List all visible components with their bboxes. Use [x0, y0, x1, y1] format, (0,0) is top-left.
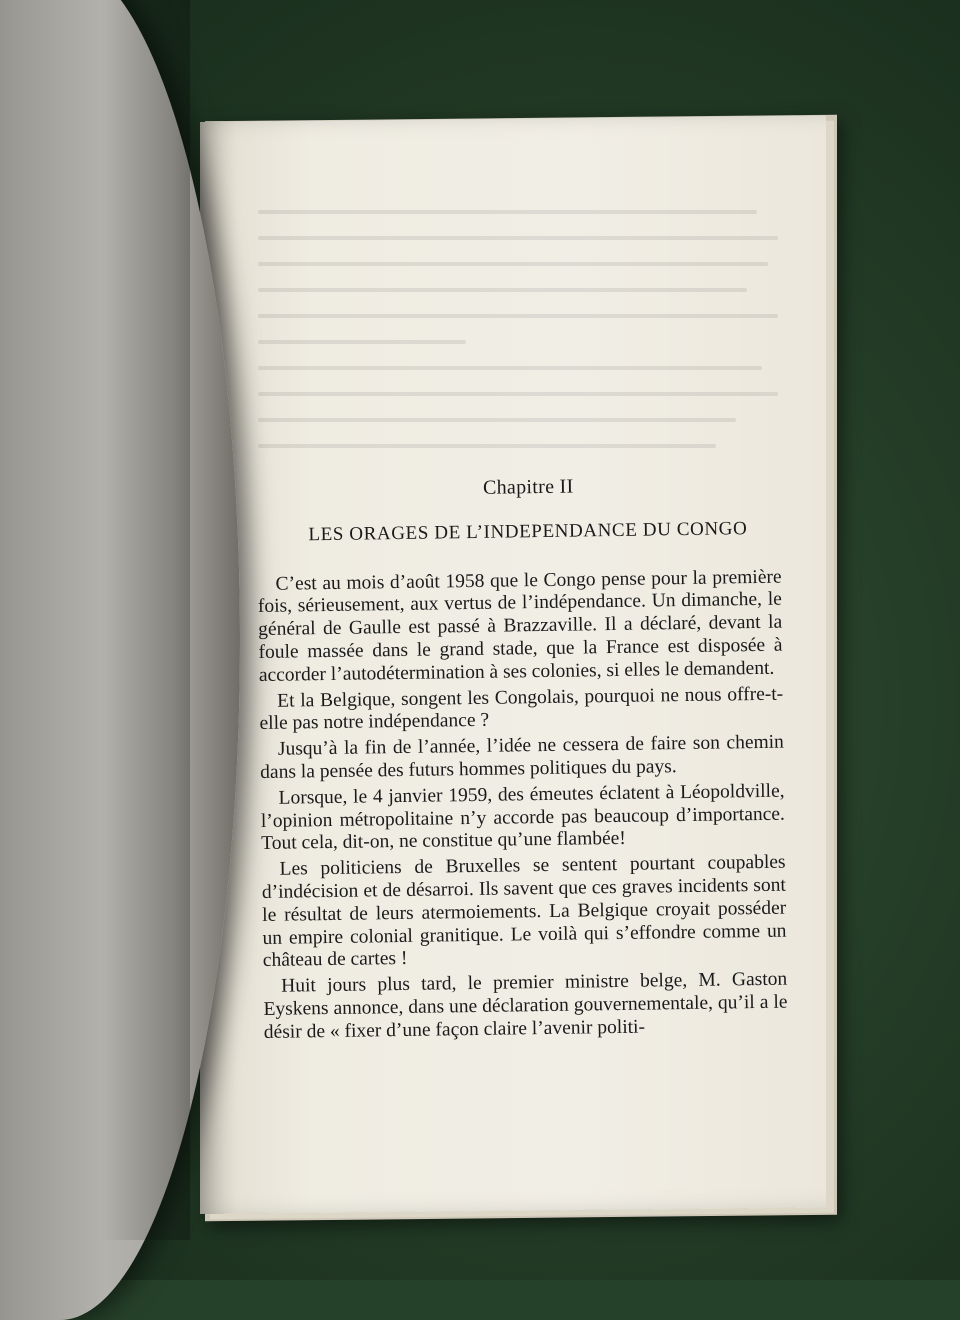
- page-text: [256, 463, 788, 1048]
- paragraph: Jusqu’à la fin de l’année, l’idée ne cessera de faire son chemin dans la pensée des futurs hommes politiques du pays.: [260, 731, 785, 783]
- paragraph: C’est au mois d’août 1958 que le Congo pense pour la première fois, sérieusement, aux vertus de l’indépendance. Un dimanche, le général de Gaulle est passé à Brazzaville. Il a déclaré, devant la foule massée dans le grand stade, que la France est disposée à accorder l’autodétermination à ses colonies, si elles le demandent.: [257, 566, 783, 686]
- paragraph: Huit jours plus tard, le premier ministre belge, M. Gaston Eyskens annonce, dans une déclaration gouvernementale, qu’il a le désir de « fixer d’une façon claire l’avenir politi-: [263, 968, 788, 1043]
- left-page-shadow: [100, 0, 190, 1240]
- chapter-title: LES ORAGES DE L’INDEPENDANCE DU CONGO: [308, 517, 748, 546]
- chapter-label: Chapitre II: [482, 475, 574, 499]
- paragraph: Lorsque, le 4 janvier 1959, des émeutes éclatent à Léopoldville, l’opinion métropolitaine n’y accorde pas beaucoup d’importance. Tout cela, dit-on, ne constitue qu’une flambée!: [260, 780, 785, 855]
- paragraph: Et la Belgique, songent les Congolais, pourquoi ne nous offre-t-elle pas notre indépendance ?: [259, 683, 784, 735]
- paragraph: Les politiciens de Bruxelles se sentent pourtant coupables d’indécision et de désarroi. Ils savent que ces graves incidents sont le résultat de leurs atermoiements. La Belgique croyait posséder un empire colonial granitique. Le voilà qui s’effondre comme un château de cartes !: [261, 851, 787, 972]
